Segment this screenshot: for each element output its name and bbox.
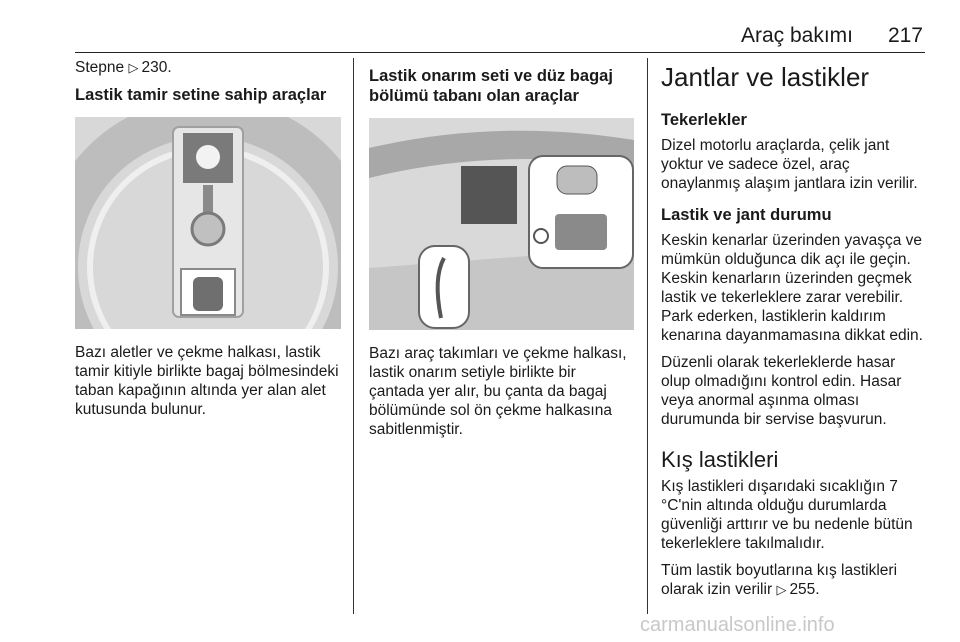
page-ref-link[interactable]: 230. [141, 59, 172, 76]
heading-wheels: Tekerlekler [661, 111, 747, 129]
section-title: Araç bakımı [740, 24, 853, 47]
title-wheels-and-tires: Jantlar ve lastikler [661, 62, 870, 92]
tool-box-image [75, 117, 341, 329]
watermark: carmanualsonline.info [640, 614, 835, 636]
arrow-ref-icon: ▷ [128, 60, 139, 75]
heading-flat-floor: Lastik onarım seti ve düz bagaj bölümü tabanı olan araçlar [369, 67, 613, 105]
paragraph-wheels: Dizel motorlu araçlarda, çelik jant yoktur ve sadece özel, araç onaylanmış alaşım jantlara izin verilir. [661, 137, 918, 192]
page-ref-link[interactable]: 255. [789, 581, 820, 598]
paragraph-tire-sizes: Tüm lastik boyutlarına kış lastikleri olarak izin verilir ▷ 255. [661, 562, 898, 598]
column-3 [661, 58, 927, 607]
heading-tire-repair-kit: Lastik tamir setine sahip araçlar [75, 86, 327, 104]
column-divider-2 [647, 58, 648, 614]
tire-repair-bag-image [369, 118, 634, 330]
column-2 [369, 58, 634, 447]
arrow-ref-icon: ▷ [776, 582, 787, 597]
page-header [75, 18, 925, 53]
tire-repair-bag-illustration [369, 118, 634, 330]
paragraph-winter-tires: Kış lastikleri dışarıdaki sıcaklığın 7 °C'nin altında olduğu durumlarda güvenliği arttırır ve bu nedenle bütün tekerleklere takılmalıdır. [661, 478, 913, 552]
spare-wheel-ref: Stepne ▷ 230. [75, 59, 172, 76]
heading-tire-condition: Lastik ve jant durumu [661, 206, 832, 224]
paragraph-tire-condition: Keskin kenarlar üzerinden yavaşça ve mümkün olduğunca dik açı ile geçin. Keskin kenarların üzerinden geçmek lastik ve tekerleklere zarar verebilir. Park ederken, lastiklerin kaldırım kenarına dayanmamasına dikkat edin. [661, 232, 923, 344]
page-number: 217 [887, 24, 923, 47]
column-divider-1 [353, 58, 354, 614]
tool-box-illustration [75, 117, 341, 329]
caption-repair-bag: Bazı araç takımları ve çekme halkası, lastik onarım setiyle birlikte bir çantada yer alır, bu çanta da bagaj bölümünde sol ön çekme halkasına sabitlenmiştir. [369, 345, 627, 438]
title-winter-tires: Kış lastikleri [661, 447, 779, 472]
paragraph-inspection: Düzenli olarak tekerleklerde hasar olup olmadığını kontrol edin. Hasar veya anormal aşınma olması durumunda bir servise başvurun. [661, 354, 902, 428]
caption-tool-box: Bazı aletler ve çekme halkası, lastik tamir kitiyle birlikte bagaj bölmesindeki taban kapağının altında yer alan alet kutusunda bulunur. [75, 344, 339, 418]
column-1 [75, 58, 343, 427]
